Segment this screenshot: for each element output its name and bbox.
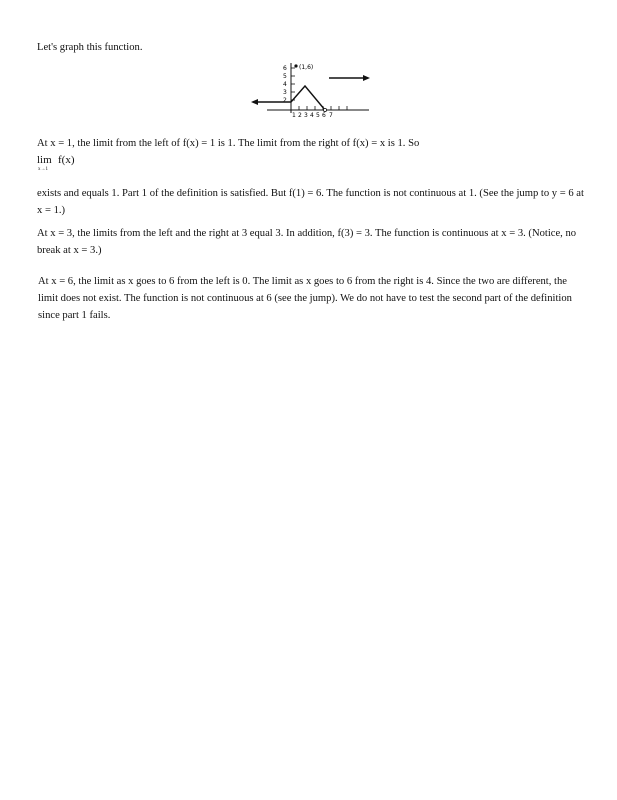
paragraph-exists: exists and equals 1. Part 1 of the definition is satisfied. But f(1) = 6. The function is not continuous at 1. (See the jump to y = 6 at x = 1.) — [37, 188, 584, 216]
paragraph-x6: At x = 6, the limit as x goes to 6 from the left is 0. The limit as x goes to 6 from the right is 4. Since the two are different, the limit does not exist. The function is not continuous at 6 (see the jump). We do not have to test the second part of the definition since part 1 fails. — [38, 276, 572, 321]
function-graph — [249, 60, 373, 117]
y-tick-label: 4 — [283, 81, 287, 88]
filled-point — [294, 64, 297, 67]
limit-word: lim — [37, 154, 52, 166]
intro-text: Let's graph this function. — [37, 42, 143, 53]
y-tick-label: 3 — [283, 89, 287, 96]
point-label: (1,6) — [299, 64, 314, 71]
limit-expression — [37, 154, 117, 176]
x-tick-label: 2 — [298, 112, 302, 117]
y-tick-label: 5 — [283, 73, 287, 80]
y-tick-label: 6 — [283, 65, 287, 72]
right-arrow-head — [363, 75, 370, 81]
paragraph-x3: At x = 3, the limits from the left and the right at 3 equal 3. In addition, f(3) = 3. The function is continuous at x = 3. (Notice, no break at x = 3.) — [37, 228, 577, 256]
tent-segment — [291, 86, 325, 110]
x-tick-label: 1 — [292, 112, 296, 117]
limit-subscript: x→1 — [38, 167, 48, 172]
limit-function: f(x) — [58, 154, 75, 166]
x-tick-label: 4 — [310, 112, 314, 117]
left-arrow-head — [251, 99, 258, 105]
y-tick-label: 2 — [283, 97, 287, 104]
x-tick-label: 5 — [316, 112, 320, 117]
x-tick-label: 3 — [304, 112, 308, 117]
paragraph-x1: At x = 1, the limit from the left of f(x) = 1 is 1. The limit from the right of f(x) = x is 1. So — [37, 138, 420, 149]
x-tick-label: 7 — [329, 112, 333, 117]
x-tick-label: 6 — [322, 112, 326, 117]
open-point — [323, 108, 326, 111]
